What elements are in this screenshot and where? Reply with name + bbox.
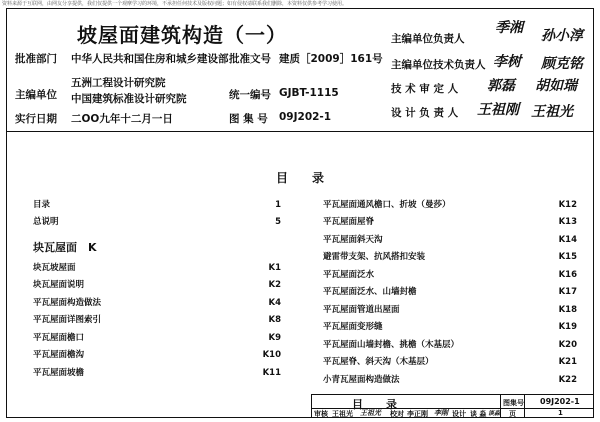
date-label: 实行日期 xyxy=(15,113,57,125)
resp-label-2: 主编单位技术负责人 xyxy=(391,59,486,71)
signature-4b: 王祖光 xyxy=(531,104,573,120)
toc-row[interactable]: 平瓦屋面管道出屋面 K18 xyxy=(323,304,577,315)
editor-1: 五洲工程设计研究院 xyxy=(71,77,166,89)
section-heading: 块瓦屋面 K xyxy=(33,241,97,254)
toc-row[interactable]: 平瓦屋面斜天沟 K14 xyxy=(323,234,577,245)
title-block-atlas-number: 09J202-1 xyxy=(540,397,580,406)
resp-label-1: 主编单位负责人 xyxy=(391,33,465,45)
toc-row[interactable]: 平瓦屋面泛水、山墙封檐 K17 xyxy=(323,287,577,297)
toc-right-column xyxy=(323,192,577,385)
toc-row[interactable]: 总说明 5 xyxy=(33,217,281,227)
design-signature: 谈淼 xyxy=(488,410,501,417)
toc-row[interactable]: 平瓦屋面详图索引 K8 xyxy=(33,315,281,325)
toc-left-column xyxy=(33,192,281,378)
review-label: 审核 xyxy=(314,410,328,418)
signature-3b: 胡如瑞 xyxy=(535,78,577,94)
editor-label: 主编单位 xyxy=(15,89,57,101)
toc-row[interactable]: 平瓦屋脊、斜天沟（木基层） K21 xyxy=(323,357,577,367)
resp-label-3: 技 术 审 定 人 xyxy=(391,83,459,95)
toc-row[interactable]: 避雷带支架、抗风搭扣安装 K15 xyxy=(323,252,577,262)
page-label: 页 xyxy=(509,410,516,418)
atlas-number: 09J202-1 xyxy=(279,111,332,123)
title-block-atlas-label: 图集号 xyxy=(503,399,524,407)
toc-row[interactable]: 平瓦屋面变形缝 K19 xyxy=(323,322,577,332)
signature-1a: 季湘 xyxy=(495,20,523,36)
signature-1b: 孙小淳 xyxy=(541,28,583,44)
toc-row[interactable]: 平瓦屋面坡檐 K11 xyxy=(33,367,281,378)
signature-4a: 王祖刚 xyxy=(477,102,519,118)
approve-doc-label: 批准文号 xyxy=(229,53,271,65)
signature-2b: 顾克铭 xyxy=(541,56,583,72)
signature-3a: 郭磊 xyxy=(487,78,515,94)
page-number: 1 xyxy=(558,409,563,417)
review-name: 王祖光 xyxy=(332,410,353,418)
document-title: 坡屋面建筑构造（一） xyxy=(77,23,287,47)
approve-doc: 建质［2009］161号 xyxy=(279,53,383,65)
atlas-label: 图 集 号 xyxy=(229,113,268,125)
toc-row[interactable]: 块瓦坡屋面 K1 xyxy=(33,262,281,273)
header-block xyxy=(7,9,593,132)
unified-label: 统一编号 xyxy=(229,89,271,101)
approve-dept-label: 批准部门 xyxy=(15,53,57,65)
toc-heading: 目 录 xyxy=(275,171,324,185)
source-note: 资料来源于互联网，由网友分享提供，我们仅提供一个观摩学习的环境，不承担任何技术及版权问题；如有侵权请联系我们删除，本资料仅供参考学习使用。 xyxy=(2,1,348,7)
editor-2: 中国建筑标准设计研究院 xyxy=(71,93,187,105)
toc-row[interactable]: 块瓦屋面说明 K2 xyxy=(33,280,281,290)
check-signature: 李刚 xyxy=(434,409,448,417)
toc-row[interactable]: 平瓦屋面山墙封檐、挑檐（木基层） K20 xyxy=(323,339,577,350)
toc-row[interactable]: 平瓦屋面檐口 K9 xyxy=(33,332,281,343)
title-block-title: 目 录 xyxy=(352,398,403,411)
toc-row[interactable]: 平瓦屋面构造做法 K4 xyxy=(33,297,281,308)
review-signature: 王祖光 xyxy=(360,409,381,417)
toc-row[interactable]: 平瓦屋面通风檐口、折坡（曼莎） K12 xyxy=(323,199,577,210)
design-name: 谈 淼 xyxy=(470,410,487,418)
drawing-frame xyxy=(6,8,594,418)
toc-row[interactable]: 平瓦屋面屋脊 K13 xyxy=(323,217,577,227)
check-name: 李正刚 xyxy=(407,410,428,418)
title-block xyxy=(311,394,594,418)
check-label: 校对 xyxy=(390,410,404,418)
toc-row[interactable]: 目录 1 xyxy=(33,199,281,210)
toc-row[interactable]: 平瓦屋面泛水 K16 xyxy=(323,269,577,280)
signature-2a: 李树 xyxy=(493,54,521,70)
toc-row[interactable]: 平瓦屋面檐沟 K10 xyxy=(33,350,281,360)
effective-date: 二OO九年十二月一日 xyxy=(71,113,173,125)
resp-label-4: 设 计 负 责 人 xyxy=(391,107,459,119)
unified-number: GJBT-1115 xyxy=(279,87,339,99)
approve-dept: 中华人民共和国住房和城乡建设部 xyxy=(71,53,229,65)
design-label: 设计 xyxy=(452,410,466,418)
toc-row[interactable]: 小青瓦屋面构造做法 K22 xyxy=(323,374,577,385)
